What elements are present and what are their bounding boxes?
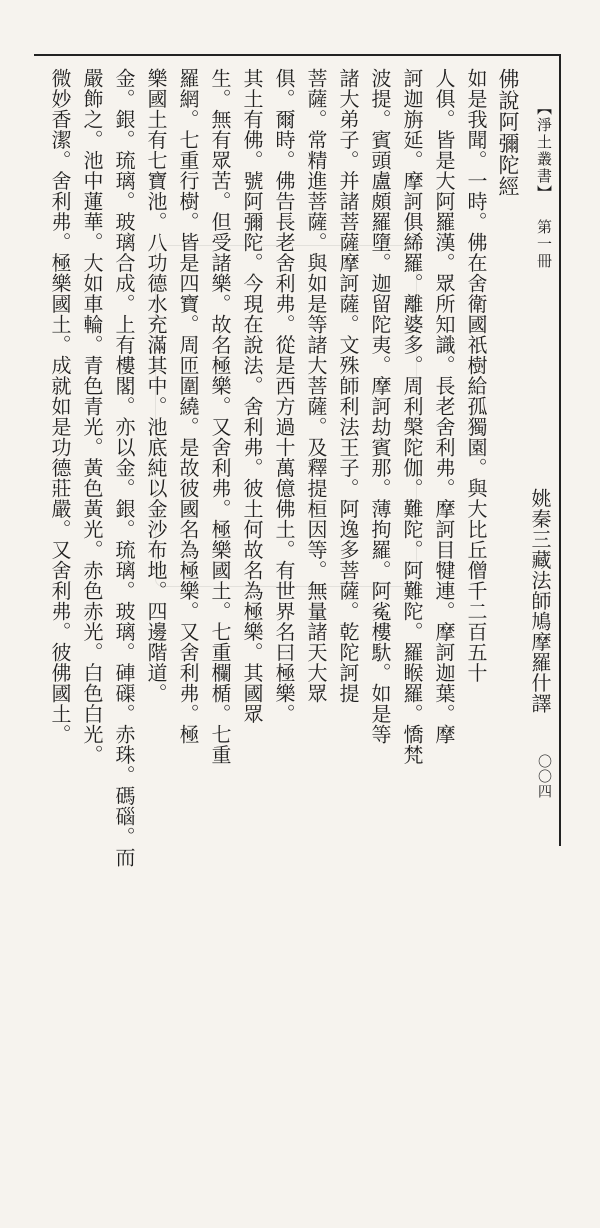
text-column: 諸大弟子。并諸菩薩摩訶薩。文殊師利法王子。阿逸多菩薩。乾陀訶提 bbox=[336, 68, 360, 704]
text-column: 俱。爾時。佛告長老舍利弗。從是西方過十萬億佛土。有世界名曰極樂。 bbox=[272, 68, 296, 724]
text-column: 微妙香潔。舍利弗。極樂國土。成就如是功德莊嚴。又舍利弗。彼佛國土。 bbox=[48, 68, 72, 745]
text-column: 訶迦旃延。摩訶俱絺羅。離婆多。周利槃陀伽。難陀。阿難陀。羅睺羅。憍梵 bbox=[400, 68, 424, 765]
page-number: 〇〇四 bbox=[536, 754, 552, 799]
translator-line: 姚秦三藏法師鳩摩羅什譯 bbox=[528, 488, 552, 714]
text-column: 菩薩。常精進菩薩。與如是等諸大菩薩。及釋提桓因等。無量諸天大眾 bbox=[304, 68, 328, 704]
text-column: 人俱。皆是大阿羅漢。眾所知識。長老舍利弗。摩訶目犍連。摩訶迦葉。摩 bbox=[432, 68, 456, 745]
top-rule bbox=[34, 54, 559, 56]
text-column: 生。無有眾苦。但受諸樂。故名極樂。又舍利弗。極樂國土。七重欄楯。七重 bbox=[208, 68, 232, 765]
text-column: 波提。賓頭盧頗羅墮。迦留陀夷。摩訶劫賓那。薄拘羅。阿㝹樓馱。如是等 bbox=[368, 68, 392, 745]
series-title: 【淨土叢書】 bbox=[535, 100, 553, 202]
sutra-title: 佛說阿彌陀經 bbox=[496, 68, 520, 197]
volume-label: 第一冊 bbox=[535, 219, 553, 270]
text-column: 樂國土有七寶池。八功德水充滿其中。池底純以金沙布地。四邊階道。 bbox=[144, 68, 168, 704]
text-column: 金。銀。琉璃。玻璃合成。上有樓閣。亦以金。銀。琉璃。玻璃。硨磲。赤珠。碼碯。而 bbox=[112, 68, 136, 868]
text-column: 嚴飾之。池中蓮華。大如車輪。青色青光。黃色黃光。赤色赤光。白色白光。 bbox=[80, 68, 104, 765]
text-column: 如是我聞。一時。佛在舍衛國祇樹給孤獨園。與大比丘僧千二百五十 bbox=[464, 68, 488, 683]
text-column: 其土有佛。號阿彌陀。今現在說法。舍利弗。彼土何故名為極樂。其國眾 bbox=[240, 68, 264, 724]
text-column: 羅網。七重行樹。皆是四寶。周匝圍繞。是故彼國名為極樂。又舍利弗。極 bbox=[176, 68, 200, 745]
